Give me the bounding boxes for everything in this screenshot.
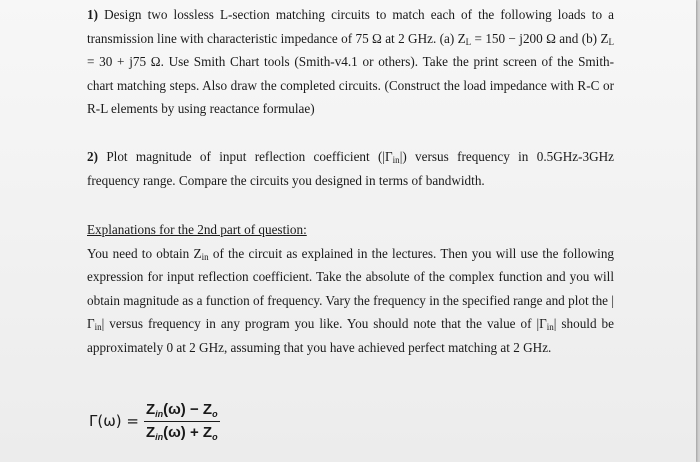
denominator-z: Z — [145, 423, 156, 441]
zin-subscript: in — [201, 251, 209, 262]
question-1-text: Design two lossless L-section matching circuits to match each of the following loads to a transmission line with characteristic impedance of 75 Ω at 2 GHz. (a) Z — [87, 7, 615, 46]
explanation-text-c: | versus frequency in any program you like. You should note that the value of |Γ — [101, 316, 547, 332]
question-2-text-b: |) versus frequency in 0.5GHz-3GHz frequency range. Compare the circuits you designed in terms of bandwidth. — [87, 149, 614, 188]
gamma-in-subscript-3: in — [546, 322, 554, 333]
formula-denominator — [144, 422, 220, 442]
gamma-in-subscript-2: in — [94, 322, 102, 333]
load-b-value: = 30 + j75 Ω. Use Smith Chart tools (Smith-v4.1 or others). Take the print screen of the Smith-chart matching steps. Also draw the completed circuits. (Construct the load impedance with R-C or R-L elements by using reactance formulae) — [87, 54, 614, 117]
numerator-sub-o: o — [212, 408, 218, 419]
explanation — [87, 218, 614, 360]
explanation-text-a: You need to obtain Z — [87, 245, 202, 261]
question-2 — [87, 145, 614, 192]
load-subscript-b: L — [608, 36, 614, 47]
formula-numerator — [144, 401, 220, 422]
numerator-sub-in: in — [155, 408, 164, 419]
denominator-sub-in: in — [155, 431, 164, 442]
explanation-text-b: of the circuit as explained in the lectures. Then you will use the following expression for input reflection coefficient. Take the absolute of the complex function and you will obtain magnitude as a function of frequency. Vary the frequency in the specified range and plot the |Γ — [87, 245, 615, 332]
question-2-text-a: Plot magnitude of input reflection coefficient (|Γ — [106, 149, 393, 164]
and-b-text: and (b) Z — [555, 30, 609, 46]
reflection-coefficient-formula — [89, 393, 220, 449]
load-a-value: = 150 − j200 Ω — [471, 30, 556, 46]
numerator-arg: (ω) − Z — [163, 400, 213, 418]
explanation-text-d: | should be approximately 0 at 2 GHz, assuming that you have achieved perfect matching at 2 GHz. — [87, 316, 614, 355]
explanation-title: Explanations for the 2nd part of question: — [87, 222, 307, 237]
question-2-number: 2) — [87, 149, 98, 164]
question-1-number: 1) — [87, 7, 98, 22]
load-subscript-a: L — [465, 36, 472, 47]
numerator-z: Z — [145, 400, 156, 418]
gamma-in-subscript: in — [392, 155, 400, 165]
denominator-arg: (ω) + Z — [163, 423, 213, 441]
question-1 — [87, 3, 614, 121]
denominator-sub-o: o — [212, 431, 218, 442]
formula-fraction — [144, 401, 220, 442]
formula-lhs: Γ(ω) = — [89, 412, 139, 430]
